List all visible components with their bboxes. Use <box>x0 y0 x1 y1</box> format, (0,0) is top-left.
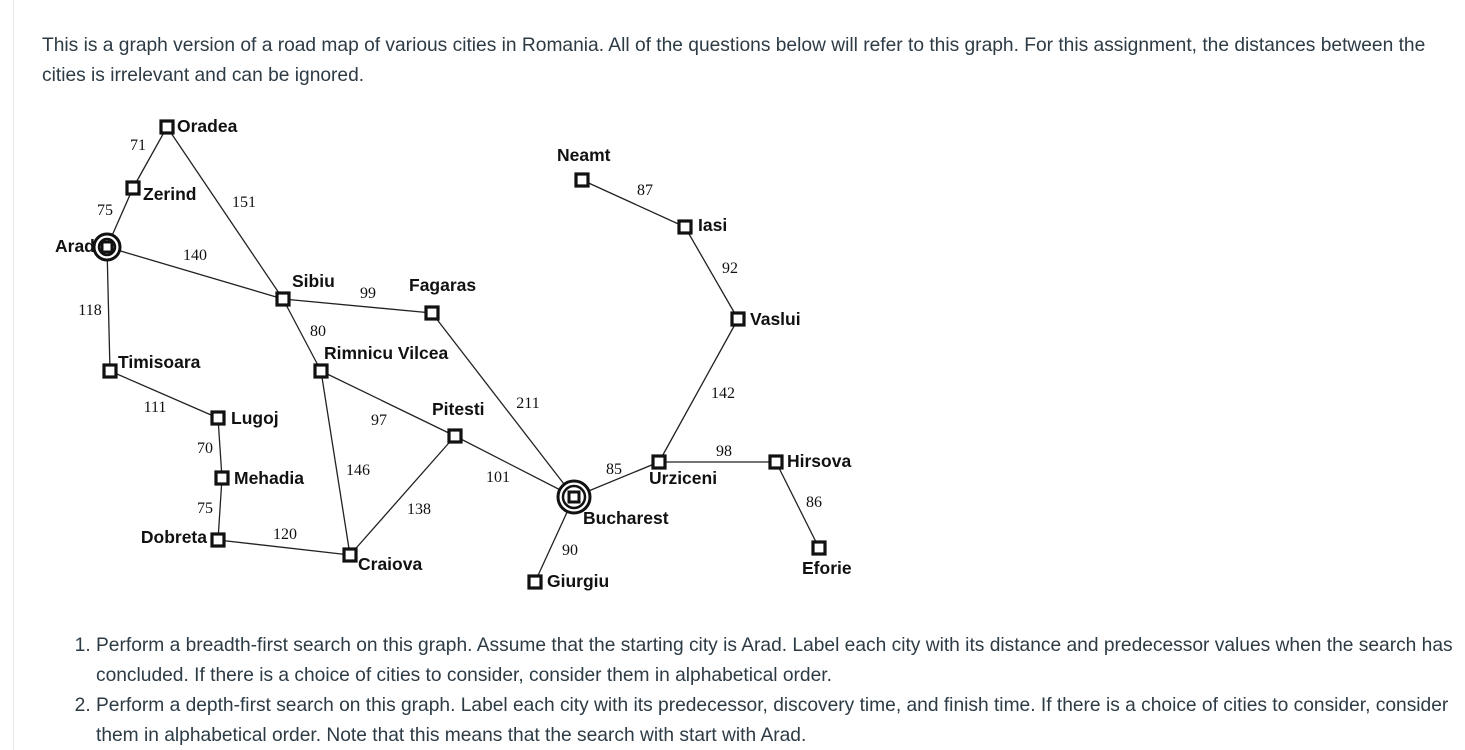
distance-label-mehadia-dobreta: 75 <box>197 500 213 517</box>
city-label-zerind: Zerind <box>143 184 197 204</box>
road-oradea-sibiu <box>167 127 283 299</box>
city-marker-fagaras <box>426 307 438 319</box>
city-marker-sibiu <box>277 293 289 305</box>
city-marker-vaslui <box>732 313 744 325</box>
city-marker-mehadia <box>216 472 228 484</box>
city-label-arad: Arad <box>55 236 95 256</box>
road-sibiu-fagaras <box>283 299 432 313</box>
distance-label-timisoara-lugoj: 111 <box>143 399 167 416</box>
question-2: 2. Perform a depth-first search on this graph. Label each city with its predecessor, discovery time, and finish time. If there is a choice of cities to consider, consider them in alphabetical order. Note that this means that the search with start with Arad. <box>96 691 1465 750</box>
distance-label-arad-sibiu: 140 <box>183 247 207 264</box>
city-marker-oradea <box>161 121 173 133</box>
distance-label-sibiu-fagaras: 99 <box>360 285 376 302</box>
intro-paragraph: This is a graph version of a road map of various cities in Romania. All of the questions below will refer to this graph. For this assignment, the distances between the cities is irrelevant and can be ignored. <box>42 35 1426 86</box>
city-marker-iasi <box>679 221 691 233</box>
city-label-dobreta: Dobreta <box>140 527 207 547</box>
city-label-pitesti: Pitesti <box>432 399 485 419</box>
distance-label-bucharest-giurgiu: 90 <box>562 542 578 559</box>
distance-label-sibiu-rimnicu: 80 <box>310 323 326 340</box>
city-marker-eforie <box>813 542 825 554</box>
city-marker-pitesti <box>449 430 461 442</box>
distance-label-rimnicu-craiova: 146 <box>346 462 370 479</box>
city-label-rimnicu: Rimnicu Vilcea <box>324 343 449 363</box>
city-label-eforie: Eforie <box>802 558 852 578</box>
city-square-bucharest <box>569 492 579 502</box>
city-labels-layer <box>55 116 852 591</box>
city-square-arad <box>102 242 112 252</box>
city-marker-neamt <box>576 174 588 186</box>
road-iasi-neamt <box>582 180 685 227</box>
city-label-iasi: Iasi <box>698 215 728 235</box>
city-label-hirsova: Hirsova <box>787 451 852 471</box>
distance-label-iasi-neamt: 87 <box>637 182 653 199</box>
distance-label-fagaras-bucharest: 211 <box>516 395 540 412</box>
road-mehadia-dobreta <box>218 478 222 540</box>
city-marker-giurgiu <box>529 576 541 588</box>
distance-label-vaslui-iasi: 92 <box>722 260 738 277</box>
distance-label-bucharest-urziceni: 85 <box>606 461 622 478</box>
city-marker-lugoj <box>212 412 224 424</box>
city-marker-craiova <box>344 549 356 561</box>
city-marker-rimnicu <box>315 365 327 377</box>
city-label-lugoj: Lugoj <box>231 408 279 428</box>
city-label-giurgiu: Giurgiu <box>547 571 610 591</box>
city-label-bucharest: Bucharest <box>583 508 669 528</box>
city-label-neamt: Neamt <box>557 145 611 165</box>
road-lugoj-mehadia <box>218 418 222 478</box>
city-label-sibiu: Sibiu <box>292 271 335 291</box>
road-pitesti-bucharest <box>455 436 574 497</box>
distance-label-arad-timisoara: 118 <box>78 302 102 319</box>
distance-label-lugoj-mehadia: 70 <box>197 440 213 457</box>
city-marker-arad <box>94 234 120 260</box>
distance-label-oradea-sibiu: 151 <box>232 194 256 211</box>
city-label-craiova: Craiova <box>358 554 423 574</box>
city-marker-timisoara <box>104 365 116 377</box>
road-arad-timisoara <box>107 247 110 371</box>
city-label-mehadia: Mehadia <box>234 468 305 488</box>
distance-label-urziceni-vaslui: 142 <box>711 385 735 402</box>
question-1: 1. Perform a breadth-first search on this graph. Assume that the starting city is Arad. Label each city with its distance and predecessor values when the search has concluded. If there is a choice of cities to consider, consider them in alphabetical order. <box>96 631 1465 691</box>
city-label-fagaras: Fagaras <box>409 275 477 295</box>
roads-layer <box>107 127 819 582</box>
city-marker-zerind <box>127 182 139 194</box>
city-marker-hirsova <box>770 456 782 468</box>
road-craiova-pitesti <box>350 436 455 555</box>
distance-label-hirsova-eforie: 86 <box>806 494 822 511</box>
city-nodes-layer <box>94 121 825 588</box>
city-label-vaslui: Vaslui <box>750 309 801 329</box>
city-label-urziceni: Urziceni <box>649 468 718 488</box>
city-label-timisoara: Timisoara <box>118 352 201 372</box>
question-list <box>57 631 1465 750</box>
distance-label-rimnicu-pitesti: 97 <box>371 412 387 429</box>
distance-label-urziceni-hirsova: 98 <box>716 443 732 460</box>
distance-label-oradea-zerind: 71 <box>130 137 146 154</box>
city-marker-dobreta <box>212 534 224 546</box>
distance-label-zerind-arad: 75 <box>97 202 113 219</box>
city-label-oradea: Oradea <box>177 116 238 136</box>
distance-label-pitesti-bucharest: 101 <box>486 469 510 486</box>
distance-label-craiova-pitesti: 138 <box>407 501 431 518</box>
city-marker-urziceni <box>653 456 665 468</box>
distance-label-dobreta-craiova: 120 <box>273 526 297 543</box>
